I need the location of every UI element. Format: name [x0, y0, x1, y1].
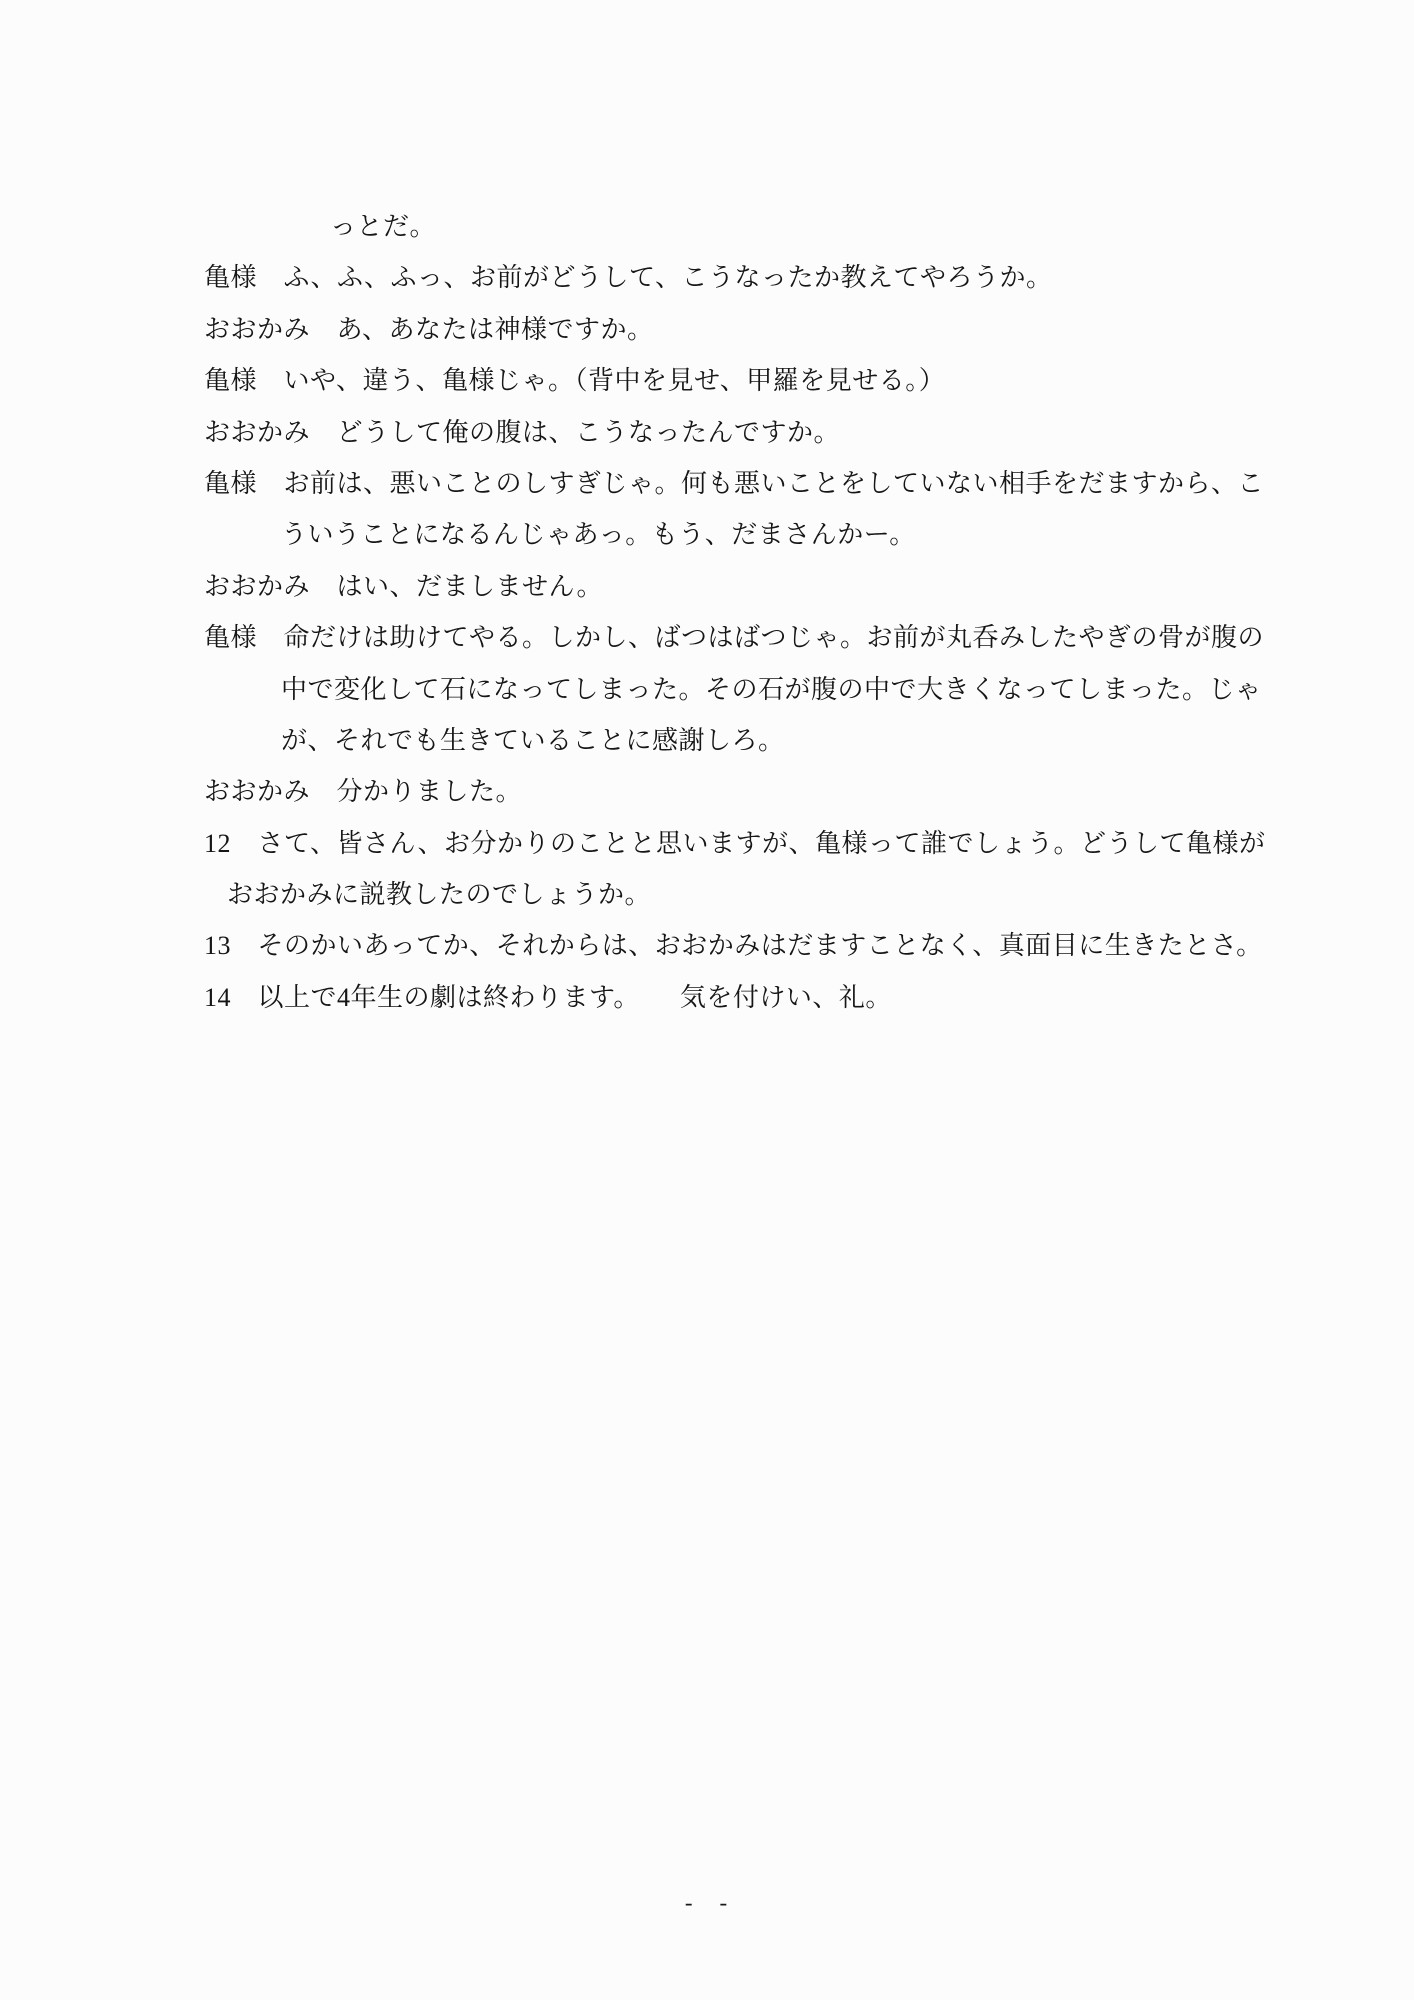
script-line-carryover: っとだ。 — [330, 212, 437, 241]
script-line-12-continuation: おおかみに説教したのでしょうか。 — [227, 880, 652, 910]
page-number-footer: - - — [684, 1890, 730, 1915]
script-line-ookami: おおかみ はい、だましません。 — [204, 571, 604, 601]
script-line-kamesama: 亀様 お前は、悪いことのしすぎじゃ。何も悪いことをしていない相手をだますから、こ — [204, 468, 1265, 498]
script-line-ookami: おおかみ 分かりました。 — [204, 777, 523, 807]
script-line-13: 13 そのかいあってか、それからは、おおかみはだますことなく、真面目に生きたとさ。 — [204, 931, 1263, 961]
script-line-continuation: が、それでも生きていることに感謝しろ。 — [281, 725, 785, 755]
script-line-kamesama: 亀様 命だけは助けてやる。しかし、ばつはばつじゃ。お前が丸呑みしたやぎの骨が腹の — [204, 623, 1265, 653]
script-line-kamesama: 亀様 いや、違う、亀様じゃ。（背中を見せ、甲羅を見せる。） — [204, 366, 946, 396]
script-line-14: 14 以上で4年生の劇は終わります。 気を付けい、礼。 — [204, 982, 892, 1012]
script-line-12: 12 さて、皆さん、お分かりのことと思いますが、亀様って誰でしょう。どうして亀様が — [204, 828, 1266, 858]
script-line-continuation: 中で変化して石になってしまった。その石が腹の中で大きくなってしまった。じゃ — [281, 674, 1262, 704]
script-line-continuation: ういうことになるんじゃあっ。もう、だまさんかー。 — [281, 520, 916, 550]
script-line-ookami: おおかみ どうして俺の腹は、こうなったんですか。 — [204, 417, 841, 447]
script-line-kamesama: 亀様 ふ、ふ、ふっ、お前がどうして、こうなったか教えてやろうか。 — [204, 263, 1053, 293]
script-text-block — [0, 201, 1414, 1023]
script-line-ookami: おおかみ あ、あなたは神様ですか。 — [204, 314, 654, 344]
